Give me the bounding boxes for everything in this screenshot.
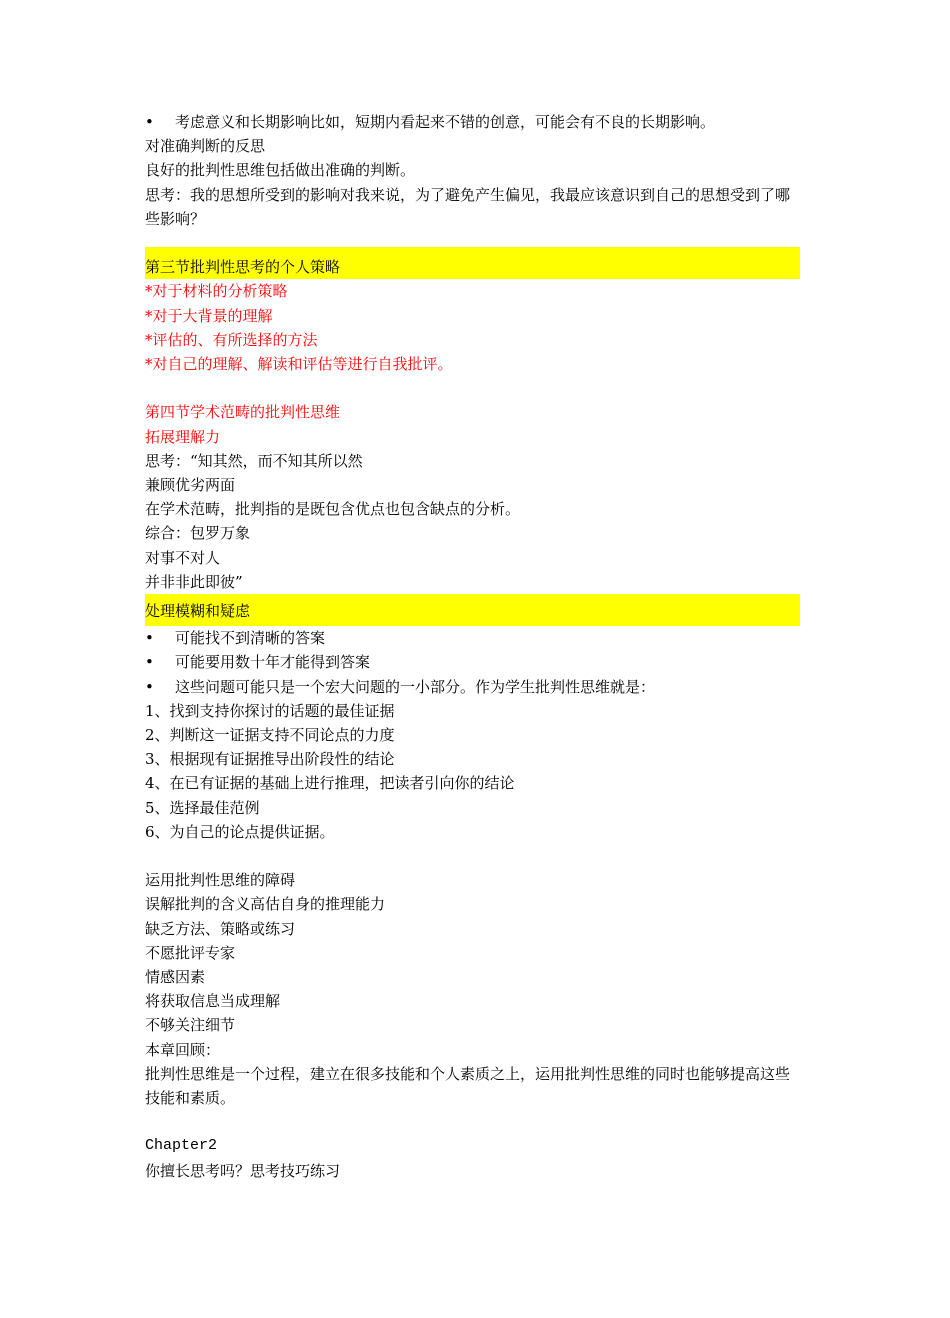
strategy-item: *对自己的理解、解读和评估等进行自我批评。 (145, 355, 453, 374)
section4-line: 在学术范畴，批判指的是既包含优点也包含缺点的分析。 (145, 500, 521, 519)
review-label: 本章回顾： (145, 1040, 221, 1059)
section4-line: 并非非此即彼” (145, 572, 243, 591)
spacer (145, 376, 800, 400)
bullet-item (145, 110, 800, 134)
section4-subheading: 拓展理解力 (145, 427, 221, 446)
section4-line: 思考：“知其然，而不知其所以然 (145, 451, 363, 470)
ambiguity-heading: 处理模糊和疑虑 (145, 594, 800, 626)
bullet-text: 可能要用数十年才能得到答案 (175, 653, 371, 672)
barriers-heading: 运用批判性思维的障碍 (145, 871, 296, 890)
numbered-step: 6、为自己的论点提供证据。 (145, 822, 335, 841)
bullet-glyph: • (145, 677, 154, 696)
bullet-glyph: • (145, 629, 154, 648)
numbered-step: 1、找到支持你探讨的话题的最佳证据 (145, 701, 395, 720)
ambiguity-bullet (145, 650, 800, 674)
strategy-item: *对于大背景的理解 (145, 306, 273, 325)
numbered-step: 3、根据现有证据推导出阶段性的结论 (145, 750, 395, 769)
ambiguity-bullet (145, 626, 800, 650)
bullet-text: 这些问题可能只是一个宏大问题的一小部分。作为学生批判性思维就是： (175, 677, 656, 696)
judgment-paragraph: 良好的批判性思维包括做出准确的判断。 (145, 161, 416, 180)
strategy-item: *对于材料的分析策略 (145, 282, 288, 301)
barrier-item: 不愿批评专家 (145, 943, 236, 962)
review-paragraph: 批判性思维是一个过程，建立在很多技能和个人素质之上，运用批判性思维的同时也能够提高这些技能和素质。 (145, 1064, 791, 1108)
chapter-subtitle: 你擅长思考吗？思考技巧练习 (145, 1161, 341, 1180)
barrier-item: 将获取信息当成理解 (145, 992, 281, 1011)
barrier-item: 情感因素 (145, 968, 206, 987)
chapter-title: Chapter2 (145, 1137, 218, 1155)
section4-line: 对事不对人 (145, 548, 221, 567)
section4-line: 综合：包罗万象 (145, 524, 251, 543)
section4-line: 兼顾优劣两面 (145, 476, 236, 495)
spacer (145, 1110, 800, 1134)
section3-heading: 第三节批判性思考的个人策略 (145, 247, 800, 279)
bullet-text: 考虑意义和长期影响比如，短期内看起来不错的创意，可能会有不良的长期影响。 (175, 113, 716, 131)
bullet-text: 可能找不到清晰的答案 (175, 629, 326, 648)
ambiguity-bullet (145, 675, 800, 699)
spacer (145, 844, 800, 868)
section4-heading: 第四节学术范畴的批判性思维 (145, 403, 341, 422)
barrier-item: 误解批判的含义高估自身的推理能力 (145, 895, 386, 914)
numbered-step: 4、在已有证据的基础上进行推理，把读者引向你的结论 (145, 774, 515, 793)
barrier-item: 不够关注细节 (145, 1016, 236, 1035)
numbered-step: 2、判断这一证据支持不同论点的力度 (145, 726, 395, 745)
bullet-glyph: • (145, 653, 154, 672)
strategy-item: *评估的、有所选择的方法 (145, 330, 318, 349)
think-paragraph: 思考：我的思想所受到的影响对我来说，为了避免产生偏见，我最应该意识到自己的思想受到了哪些影响？ (145, 185, 791, 228)
barrier-item: 缺乏方法、策略或练习 (145, 919, 296, 938)
reflection-heading: 对准确判断的反思 (145, 137, 266, 156)
bullet-glyph: • (145, 113, 154, 131)
numbered-step: 5、选择最佳范例 (145, 798, 260, 817)
document-body (145, 110, 800, 1183)
